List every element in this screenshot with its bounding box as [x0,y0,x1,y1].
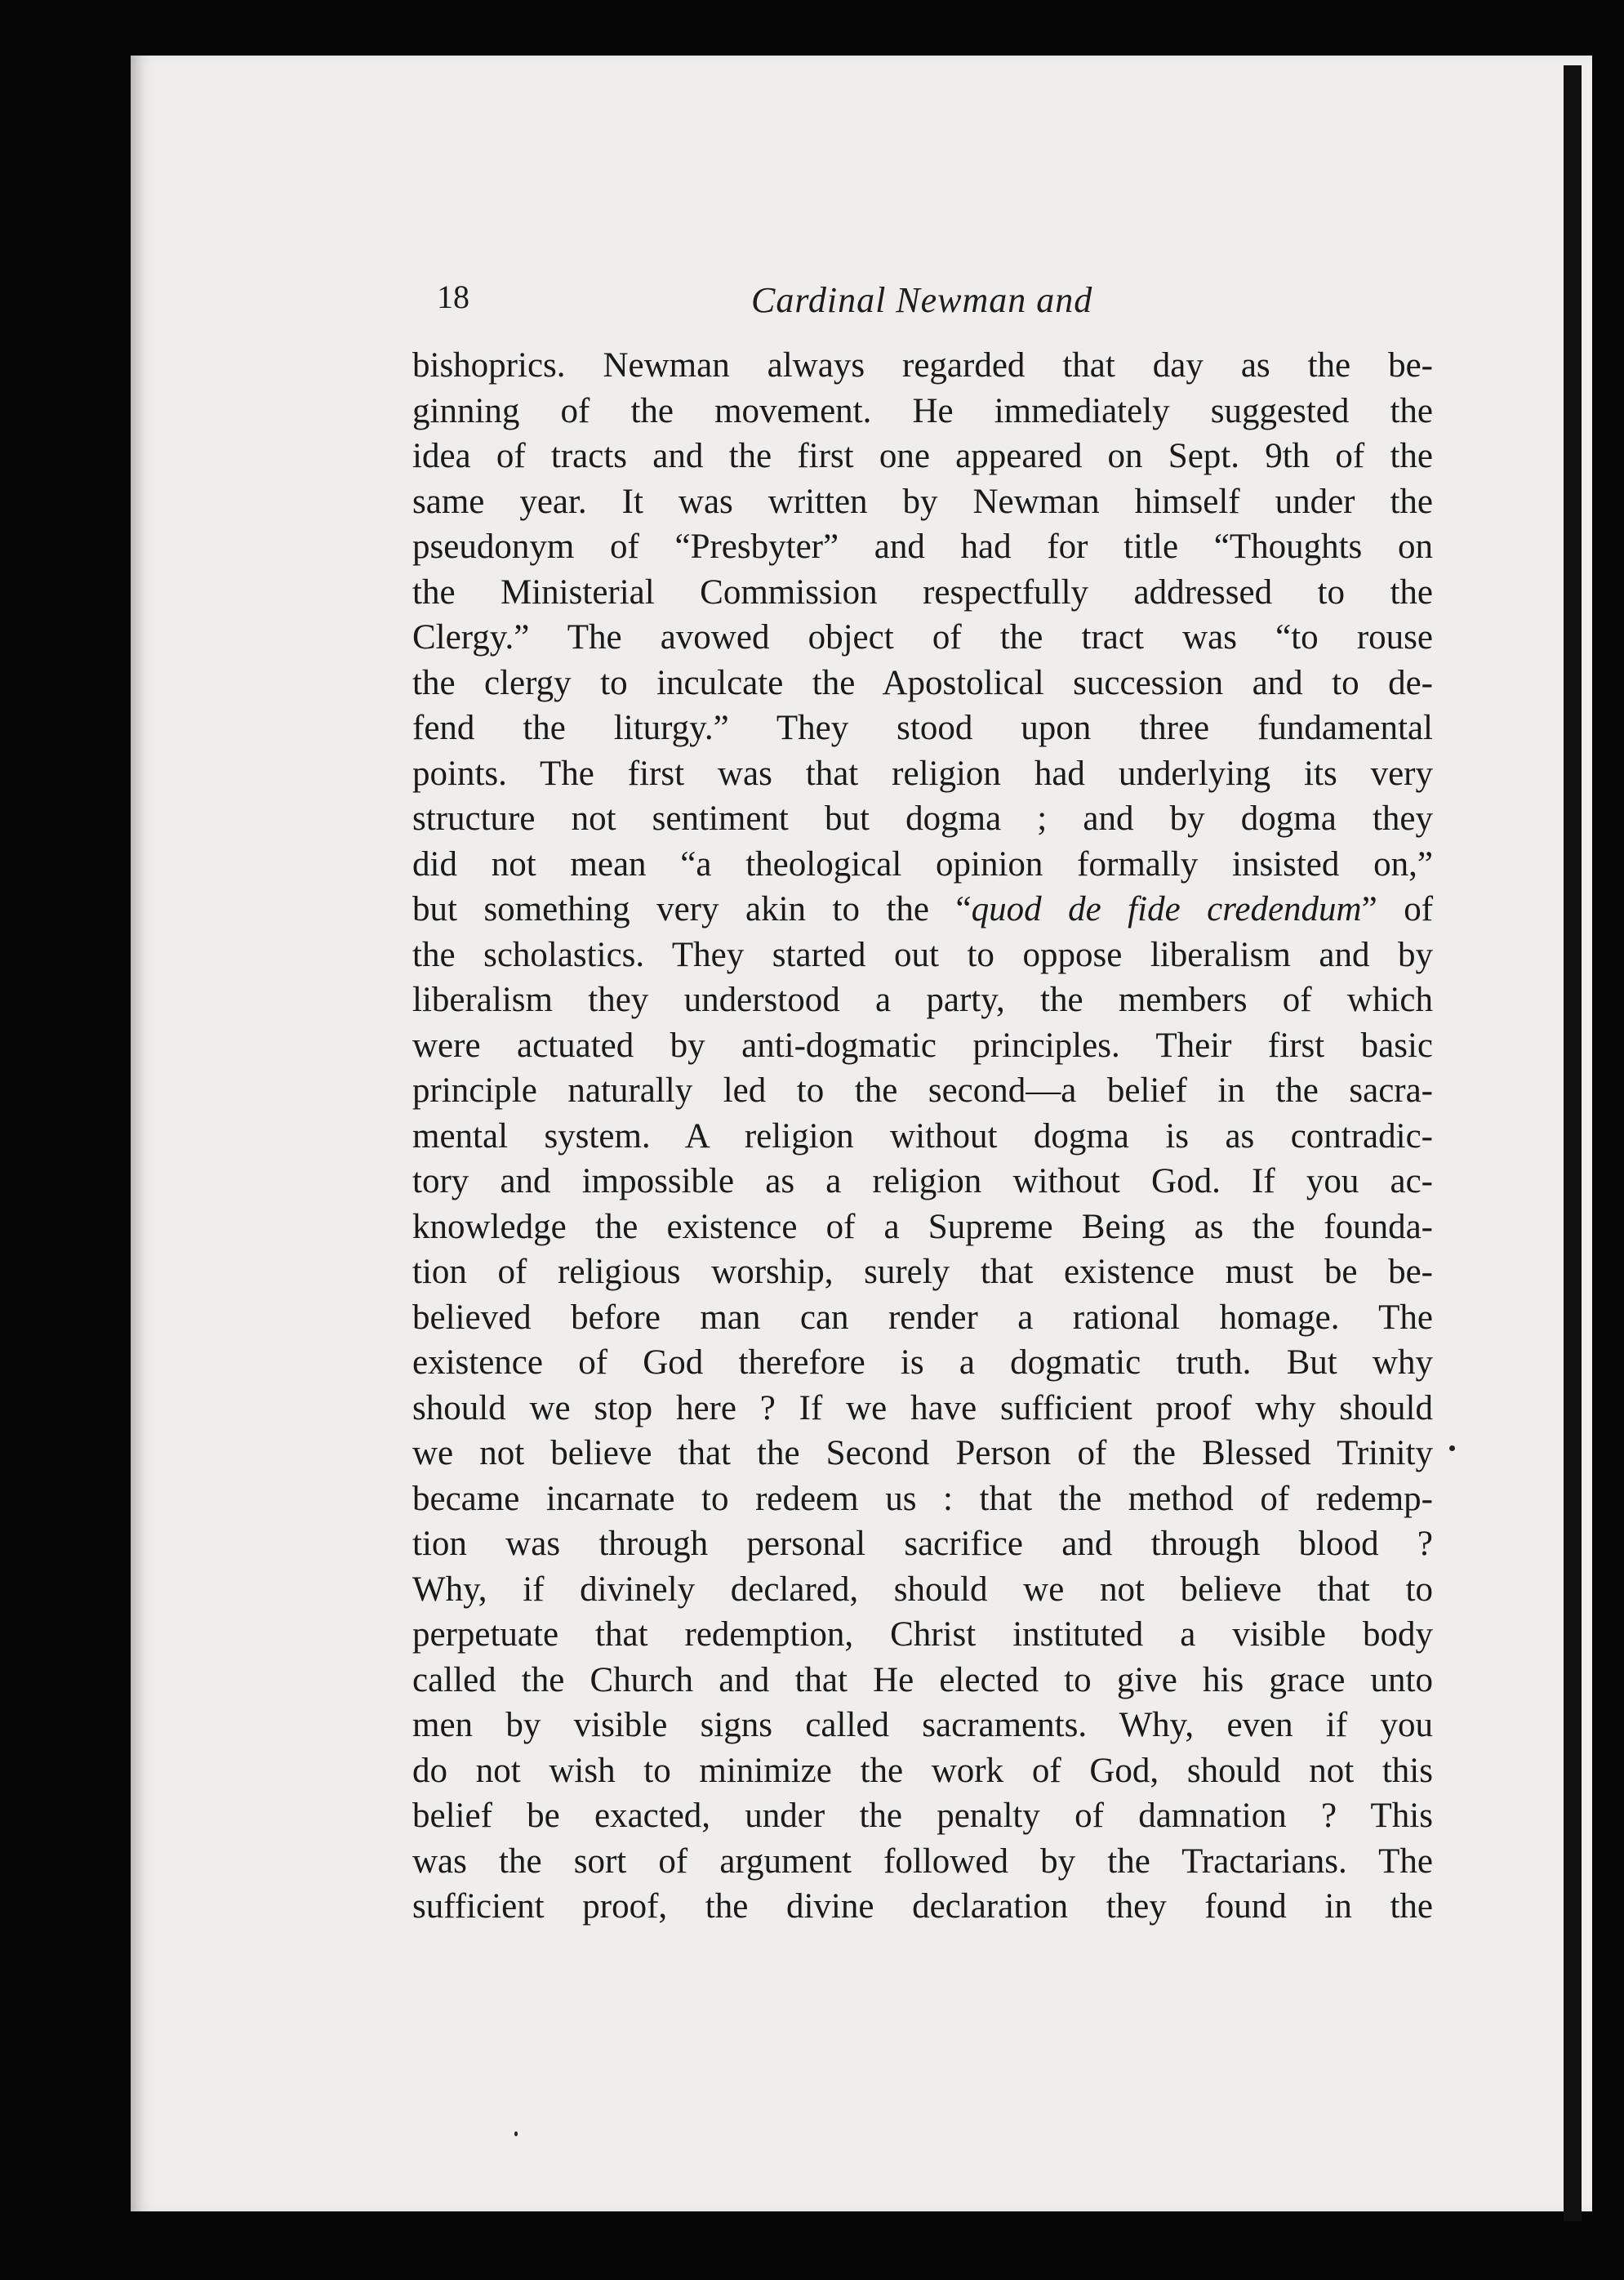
page-edge-shadow [1564,65,1582,2221]
text-line: tory and impossible as a religion without God. If you ac- [412,1162,1433,1200]
text-line: structure not sentiment but dogma ; and by dogma they [412,799,1433,838]
text-line: fend the liturgy.” They stood upon three fundamental [412,709,1433,747]
text-line-with-italic [412,887,1433,933]
text-line: points. The first was that religion had underlying its very [412,754,1433,793]
text-line: tion was through personal sacrifice and through blood ? [412,1525,1433,1563]
text-line-part: but something very akin to the “quod de fide credendum” of [412,890,1434,928]
text-line: sufficient proof, the divine declaration they found in the [412,1887,1433,1926]
text-line: tion of religious worship, surely that existence must be be- [412,1253,1433,1291]
text-line: same year. It was written by Newman himself under the [412,482,1433,521]
text-line: knowledge the existence of a Supreme Being as the founda- [412,1207,1433,1246]
text-line: do not wish to minimize the work of God, should not this [412,1751,1433,1790]
speck-mark [1449,1445,1455,1451]
text-line: was the sort of argument followed by the Tractarians. The [412,1841,1433,1881]
text-line: called the Church and that He elected to give his grace unto [412,1660,1433,1699]
text-line: Why, if divinely declared, should we not believe that to [412,1570,1433,1609]
text-line: perpetuate that redemption, Christ instituted a visible body [412,1615,1433,1654]
text-line: did not mean “a theological opinion formally insisted on,” [412,844,1433,884]
text-line: believed before man can render a rational homage. The [412,1298,1433,1337]
text-line: Clergy.” The avowed object of the tract was “to rouse [412,618,1433,657]
body-text [412,343,1433,1930]
page-number: 18 [437,278,469,315]
page-header [437,278,1417,327]
text-line: were actuated by anti-dogmatic principles. Their first basic [412,1026,1433,1065]
text-line: liberalism they understood a party, the members of which [412,981,1433,1019]
text-line: principle naturally led to the second—a belief in the sacra- [412,1071,1433,1110]
text-line: men by visible signs called sacraments. Why, even if you [412,1706,1433,1744]
speck-mark [514,2131,518,2136]
text-line: became incarnate to redeem us : that the method of redemp- [412,1479,1433,1518]
running-head: Cardinal Newman and [751,280,1093,320]
text-line: the scholastics. They started out to oppose liberalism and by [412,935,1433,974]
text-line: we not believe that the Second Person of the Blessed Trinity [412,1434,1433,1472]
text-line: mental system. A religion without dogma is as contradic- [412,1116,1433,1156]
text-line: the clergy to inculcate the Apostolical succession and to de- [412,663,1433,702]
text-line: should we stop here ? If we have sufficient proof why should [412,1388,1433,1427]
text-line: belief be exacted, under the penalty of damnation ? This [412,1797,1433,1835]
latin-phrase: quod de fide credendum [971,890,1362,928]
text-line: idea of tracts and the first one appeared on Sept. 9th of the [412,437,1433,475]
text-line: the Ministerial Commission respectfully addressed to the [412,572,1433,612]
text-line: existence of God therefore is a dogmatic truth. But why [412,1343,1433,1382]
text-line: bishoprics. Newman always regarded that day as the be- [412,346,1433,385]
text-line: pseudonym of “Presbyter” and had for title “Thoughts on [412,528,1433,566]
text-line: ginning of the movement. He immediately suggested the [412,391,1433,430]
